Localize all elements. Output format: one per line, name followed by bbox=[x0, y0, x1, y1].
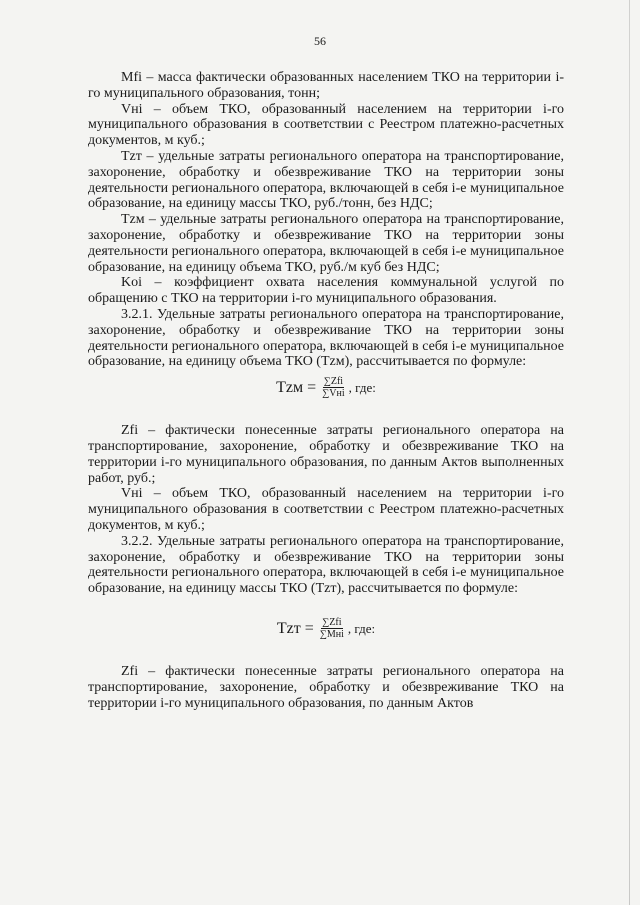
formula-tzm-fraction bbox=[322, 376, 344, 399]
section-3-2-1: 3.2.1. Удельные затраты регионального оператора на транспортирование, захоронение, обработку и обезвреживание ТКО на территории зоны деятельности регионального оператора, включающей в себя i-е муниципальное образование, на единицу объема ТКО (Tzм), рассчитывается по формуле: bbox=[88, 306, 564, 370]
formula-tzt-lhs: Tzт = bbox=[276, 619, 314, 637]
definition-vni: Vнi – объем ТКО, образованный населением на территории i-го муниципального образования в соответствии с Реестром платежно-расчетных документов, м куб.; bbox=[88, 101, 564, 149]
definition-zfi-2: Zfi – фактически понесенные затраты регионального оператора на транспортирование, захоронение, обработку и обезвреживание ТКО на территории i-го муниципального образования, по данным Актов bbox=[88, 663, 564, 711]
formula-tzt bbox=[88, 617, 564, 640]
formula-tzm-numerator: ∑Zfi bbox=[323, 376, 344, 388]
formula-tzm-tail: , где: bbox=[348, 379, 376, 395]
document-body bbox=[88, 70, 564, 711]
formula-tzt-tail: , где: bbox=[347, 620, 376, 636]
scan-edge-line bbox=[629, 0, 630, 905]
formula-tzt-fraction bbox=[320, 617, 344, 640]
definition-mfi: Mfi – масса фактически образованных населением ТКО на территории i-го муниципального образования, тонн; bbox=[88, 70, 564, 101]
definition-zfi: Zfi – фактически понесенные затраты регионального оператора на транспортирование, захоронение, обработку и обезвреживание ТКО на территории i-го муниципального образования, по данным Актов выполненных работ, руб.; bbox=[88, 423, 564, 486]
definition-tzt: Tzт – удельные затраты регионального оператора на транспортирование, захоронение, обработку и обезвреживание ТКО на территории зоны деятельности регионального оператора, включающей в себя i-е муниципальное образование, на единицу массы ТКО, руб./тонн, без НДС; bbox=[88, 148, 564, 212]
formula-tzt-denominator: ∑Mнi bbox=[319, 628, 344, 640]
formula-tzt-numerator: ∑Zfi bbox=[322, 616, 342, 628]
formula-tzm-denominator: ∑Vнi bbox=[322, 388, 345, 400]
definition-vni-2: Vнi – объем ТКО, образованный населением на территории i-го муниципального образования в соответствии с Реестром платежно-расчетных документов, м куб.; bbox=[88, 486, 564, 533]
formula-tzm bbox=[88, 376, 564, 399]
definition-koi: Koi – коэффициент охвата населения коммунальной услугой по обращению с ТКО на территории i-го муниципального образования. bbox=[88, 275, 564, 307]
definition-tzm: Tzм – удельные затраты регионального оператора на транспортирование, захоронение, обработку и обезвреживание ТКО на территории зоны деятельности регионального оператора, включающей в себя i-е муниципальное образование, на единицу объема ТКО, руб./м куб без НДС; bbox=[88, 212, 564, 275]
page-number: 56 bbox=[314, 34, 326, 48]
formula-tzm-lhs: Tzм = bbox=[276, 378, 317, 396]
section-3-2-2: 3.2.2. Удельные затраты регионального оператора на транспортирование, захоронение, обработку и обезвреживание ТКО на территории зоны деятельности регионального оператора, включающей в себя i-е муниципальное образование, на единицу массы ТКО (Tzт), рассчитывается по формуле: bbox=[88, 533, 564, 597]
